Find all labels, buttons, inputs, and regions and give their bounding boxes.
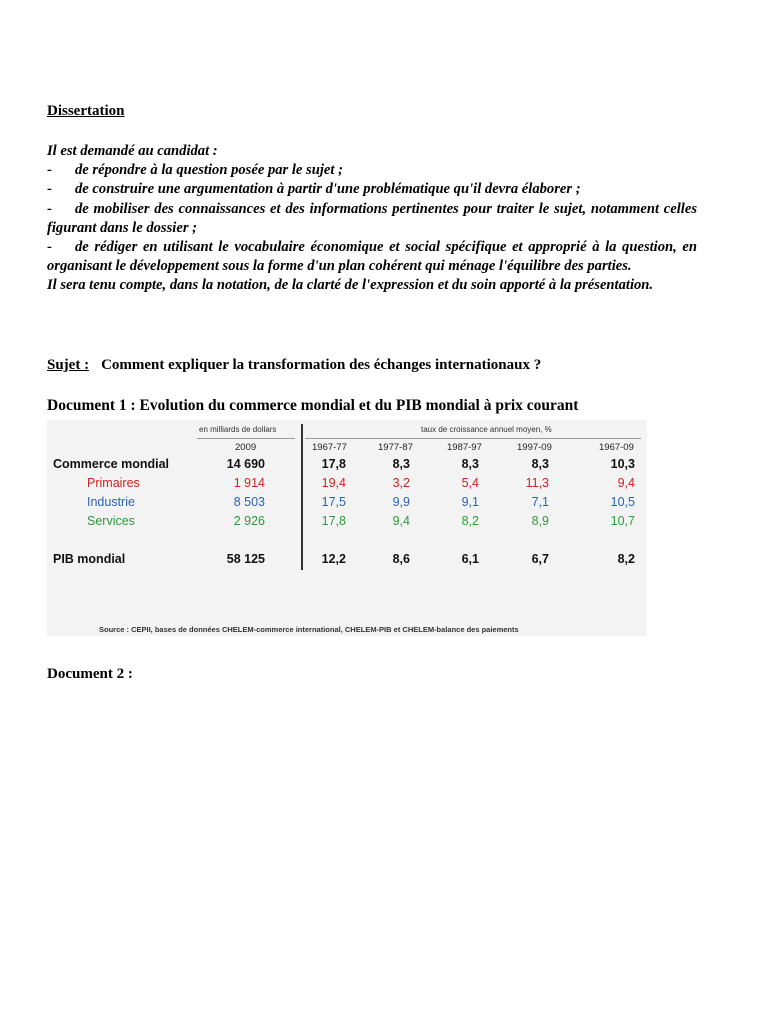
bullet-marker: -: [47, 200, 52, 217]
bullet-marker: -: [47, 181, 52, 198]
table-row-label: Services: [87, 514, 135, 528]
unit-header: en milliards de dollars: [199, 425, 277, 434]
instruction-item: [47, 161, 697, 180]
table-cell: 8 503: [233, 495, 265, 509]
subject-text: Comment expliquer la transformation des échanges internationaux ?: [101, 357, 542, 373]
instruction-text: de mobiliser des connaissances et des informations pertinentes pour traiter le sujet, notamment celles figurant dans le dossier ;: [47, 200, 697, 236]
document1-title: Document 1 : Evolution du commerce mondial et du PIB mondial à prix courant: [47, 397, 579, 414]
table-cell: 10,3: [610, 457, 635, 471]
table-cell: 8,9: [531, 514, 549, 528]
table-cell: 19,4: [321, 476, 346, 490]
table-cell: 17,5: [321, 495, 346, 509]
table-cell: 9,9: [392, 495, 410, 509]
table-cell: 8,3: [392, 457, 410, 471]
table-row-label: Primaires: [87, 476, 140, 490]
header-divider: [305, 438, 641, 439]
table-cell: 8,2: [617, 552, 635, 566]
column-header: 1977-87: [378, 442, 413, 453]
table-cell: 17,8: [321, 457, 346, 471]
table-cell: 9,1: [461, 495, 479, 509]
bullet-marker: -: [47, 162, 52, 179]
column-header: 1967-77: [312, 442, 347, 453]
column-divider: [301, 424, 303, 570]
table-cell: 8,2: [461, 514, 479, 528]
subject-line: [47, 357, 541, 374]
table-cell: 9,4: [392, 514, 410, 528]
table-cell: 12,2: [321, 552, 346, 566]
table-cell: 8,6: [392, 552, 410, 566]
table-cell: 10,7: [610, 514, 635, 528]
table-cell: 58 125: [226, 552, 265, 566]
instructions-closing: Il sera tenu compte, dans la notation, de la clarté de l'expression et du soin apporté à la présentation.: [47, 277, 654, 294]
column-header: 1997-09: [517, 442, 552, 453]
column-header: 2009: [235, 442, 257, 453]
table-source: Source : CEPII, bases de données CHELEM-commerce international, CHELEM-PIB et CHELEM-balance des paiements: [99, 625, 519, 634]
table-row-label: PIB mondial: [53, 552, 126, 566]
instruction-item: [47, 238, 697, 276]
bullet-marker: -: [47, 239, 52, 256]
table-cell: 6,7: [531, 552, 549, 566]
instructions-block: [47, 142, 697, 296]
instruction-item: [47, 200, 697, 238]
table-cell: 17,8: [321, 514, 346, 528]
table-cell: 5,4: [461, 476, 479, 490]
instruction-text: de rédiger en utilisant le vocabulaire économique et social spécifique et approprié à la question, en organisant le développement sous la forme d'un plan cohérent qui ménage l'équilibre des parties.: [47, 239, 697, 275]
table-cell: 6,1: [461, 552, 479, 566]
table-cell: 2 926: [233, 514, 265, 528]
instructions-intro: Il est demandé au candidat :: [47, 143, 218, 159]
table-cell: 10,5: [610, 495, 635, 509]
document2-title: Document 2 :: [47, 666, 133, 682]
table-cell: 11,3: [525, 476, 549, 490]
table-row-label: Industrie: [87, 495, 135, 509]
instruction-text: de construire une argumentation à partir d'une problématique qu'il devra élaborer ;: [75, 181, 581, 198]
table-row-label: Commerce mondial: [53, 457, 170, 471]
dissertation-title: Dissertation: [47, 103, 125, 119]
instruction-item: [47, 180, 697, 199]
table-cell: 8,3: [531, 457, 549, 471]
column-header: 1987-97: [447, 442, 482, 453]
table-cell: 14 690: [226, 457, 265, 471]
header-divider: [197, 438, 295, 439]
table-cell: 1 914: [233, 476, 265, 490]
table-cell: 9,4: [617, 476, 635, 490]
trade-table: [47, 420, 647, 636]
growth-header: taux de croissance annuel moyen, %: [421, 425, 552, 434]
instruction-text: de répondre à la question posée par le sujet ;: [75, 162, 343, 179]
table-cell: 7,1: [531, 495, 549, 509]
table-cell: 8,3: [461, 457, 479, 471]
subject-label: Sujet :: [47, 357, 90, 373]
column-header: 1967-09: [599, 442, 634, 453]
table-cell: 3,2: [392, 476, 410, 490]
